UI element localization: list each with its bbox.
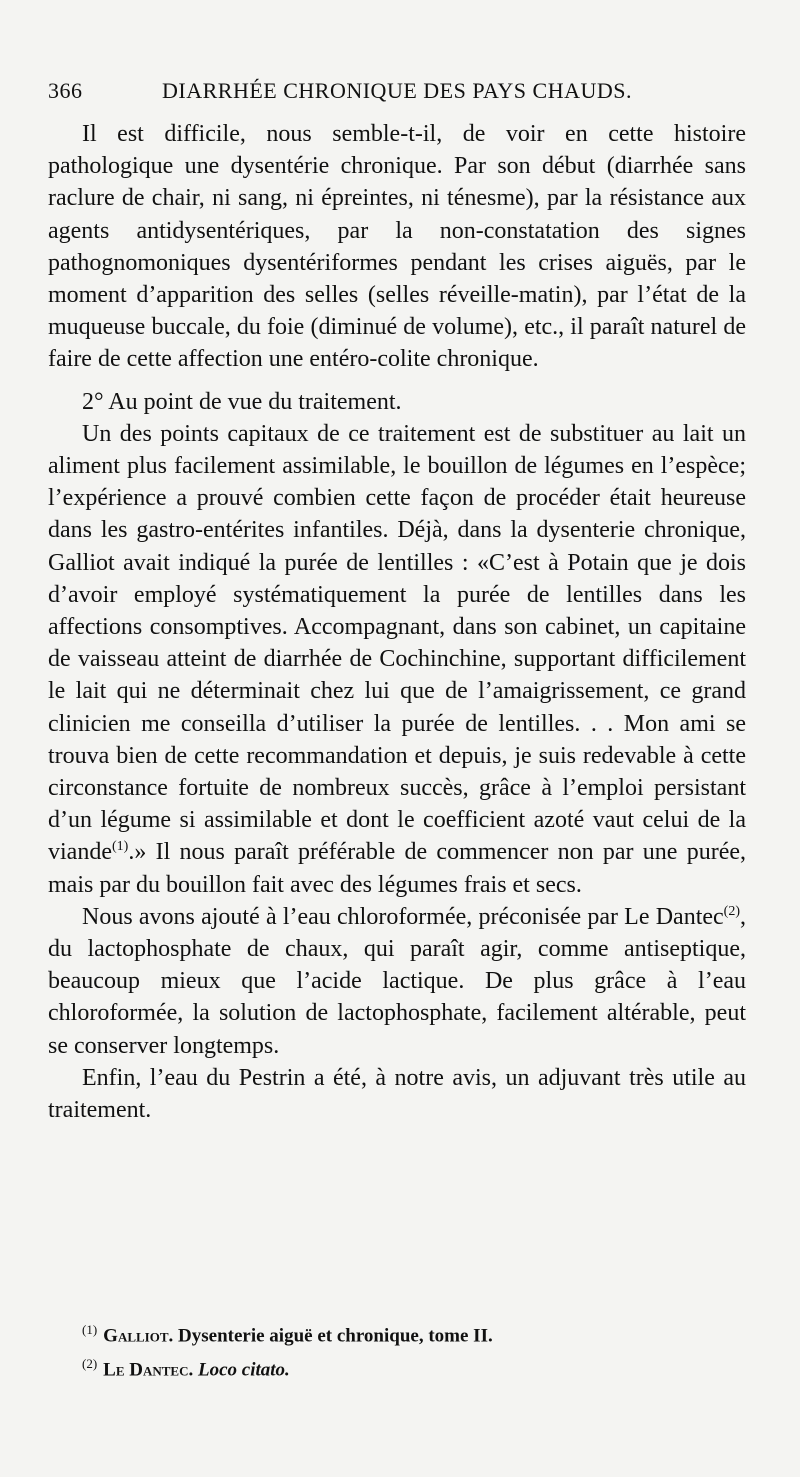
paragraph-2-text: Un des points capitaux de ce traitement est de substituer au lait un aliment plus facilement assimilable, le bouillon de légumes en l’espèce; l’expérience a prouvé combien cette façon de procéder était heureuse dans les gastro-entérites infantiles. Déjà, dans la dysenterie chronique, Galliot avait indiqué la purée de lentilles : «C’est à Potain que je dois d’avoir employé systématiquement la purée de lentilles dans les affections consomptives. Accompagnant, dans son cabinet, un capitaine de vaisseau atteint de diarrhée de Cochinchine, supportant difficilement le lait qui ne déterminait chez lui que de l’amaigrissement, ce grand clinicien me conseilla d’utiliser la purée de lentilles. . . Mon ami se trouva bien de cette recommandation et depuis, je suis redevable à cette circonstance fortuite de nombreux succès, grâce à l’emploi persistant d’un légume si assimilable et dont le coefficient azoté vaut celui de la viande bbox=[48, 420, 746, 866]
running-header bbox=[48, 78, 746, 112]
running-title: DIARRHÉE CHRONIQUE DES PAYS CHAUDS. bbox=[162, 78, 632, 103]
section-heading: 2° Au point de vue du traitement. bbox=[82, 388, 402, 415]
paragraph-4 bbox=[48, 901, 746, 1062]
footnote-text: Dysenterie aiguë et chronique, tome II. bbox=[173, 1325, 493, 1347]
paragraph-5: Enfin, l’eau du Pestrin a été, à notre avis, un adjuvant très utile au traitement. bbox=[48, 1064, 746, 1124]
body-text bbox=[48, 118, 746, 1126]
quote-close: .» bbox=[128, 839, 147, 866]
footnote-author: Le Dantec. bbox=[103, 1359, 194, 1381]
footnote-author: Galliot. bbox=[103, 1325, 174, 1347]
page-number: 366 bbox=[48, 78, 83, 103]
footnotes bbox=[48, 1316, 746, 1385]
footnote-mark: (2) bbox=[82, 1356, 98, 1372]
paragraph-4-text: Nous avons ajouté à l’eau chloroformée, préconisée par Le Dantec bbox=[82, 903, 724, 930]
footnote-ref-2: (2) bbox=[723, 903, 740, 919]
footnote-mark: (1) bbox=[82, 1322, 98, 1337]
footnote-1 bbox=[48, 1316, 746, 1350]
footnote-2 bbox=[48, 1350, 746, 1384]
footnote-ref-1: (1) bbox=[111, 839, 129, 855]
paragraph-2 bbox=[48, 418, 746, 901]
paragraph-3-text: Il nous paraît préférable de commencer non par une purée, mais par du bouillon fait avec des légumes frais et secs. bbox=[48, 839, 746, 898]
paragraph-4-tail: , du lactophosphate de chaux, qui paraît agir, comme antiseptique, beaucoup mieux que l’acide lactique. De plus grâce à l’eau chloroformée, la solution de lactophosphate, facilement altérable, peut se conserver longtemps. bbox=[48, 903, 746, 1059]
footnote-text: Loco citato. bbox=[193, 1359, 290, 1381]
paragraph-1: Il est difficile, nous semble-t-il, de voir en cette histoire pathologique une dysentérie chronique. Par son début (diarrhée sans raclure de chair, ni sang, ni épreintes, ni ténesme), par la résistance aux agents antidysentériques, par la non-constatation des signes pathognomoniques dysentériformes pendant les crises aiguës, par le moment d’apparition des selles (selles réveille-matin), par l’état de la muqueuse buccale, du foie (diminué de volume), etc., il paraît naturel de faire de cette affection une entéro-colite chronique. bbox=[48, 121, 746, 373]
